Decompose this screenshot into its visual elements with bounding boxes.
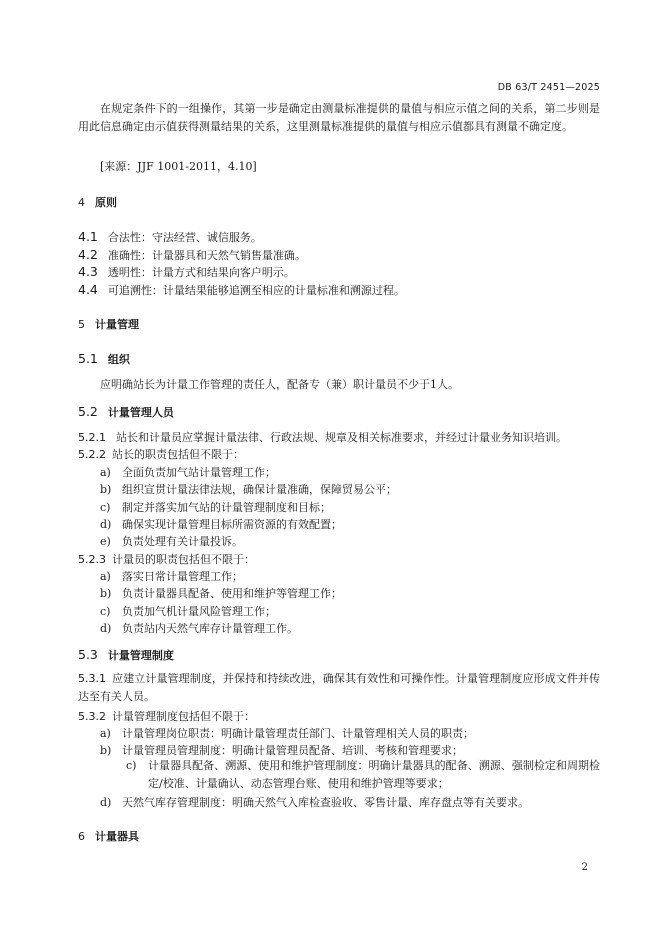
definition-source: [来源：JJF 1001-2011，4.10] [100,160,257,173]
subsection-5-1-text: 应明确站长为计量工作管理的责任人，配备专（兼）职计量员不少于1人。 [100,378,459,391]
clause-number: 5.2.3 [78,553,106,566]
list-text: 全面负责加气站计量管理工作； [122,466,276,479]
list-item [100,587,600,601]
list-text: 确保实现计量管理目标所需资源的有效配置； [122,518,342,531]
clause-text: 合法性：守法经营、诚信服务。 [107,231,262,244]
clause-text: 站长和计量员应掌握计量法律、行政法规、规章及相关标准要求，并经过计量业务知识培训。 [116,431,567,444]
clause-number: 5.2.2 [78,448,106,461]
clause-text: 透明性：计量方式和结果向客户明示。 [107,266,295,279]
section-4-heading [78,196,600,210]
section-6-heading [78,830,600,844]
section-number: 6 [78,830,85,843]
clause-text: 可追溯性：计量结果能够追溯至相应的计量标准和溯源过程。 [107,284,405,297]
list-letter: b) [100,744,112,757]
list-item [100,757,600,793]
list-text: 负责站内天然气库存计量管理工作。 [122,622,298,635]
list-text: 落实日常计量管理工作； [122,570,243,583]
list-item [100,605,600,619]
list-text: 计量管理岗位职责：明确计量管理责任部门、计量管理相关人员的职责； [122,727,474,740]
section-number: 4 [78,196,85,209]
list-letter: c) [126,759,137,772]
clause-4-4 [78,283,600,298]
list-letter: d) [100,622,112,635]
list-letter: d) [100,518,112,531]
clause-5-2-2 [78,448,600,462]
clause-number: 4.3 [78,264,98,279]
subsection-5-2-heading [78,405,600,420]
clause-text: 应建立计量管理制度，并保持和持续改进，确保其有效性和可操作性。计量管理制度应形成文件并传达至有关人员。 [78,672,600,703]
document-code: DB 63/T 2451—2025 [497,82,600,93]
list-item [100,501,600,515]
list-text: 天然气库存管理制度：明确天然气入库检查验收、零售计量、库存盘点等有关要求 [122,796,518,809]
list-text: 组织宣贯计量法律法规，确保计量准确，保障贸易公平； [122,483,397,496]
list-letter: a) [100,727,111,740]
clause-5-2-1 [78,431,600,445]
list-item [100,622,600,636]
clause-4-3 [78,265,600,280]
subsection-number: 5.3 [78,647,98,662]
list-letter: b) [100,483,112,496]
definition-paragraph: 在规定条件下的一组操作，其第一步是确定由测量标准提供的量值与相应示值之间的关系，第二步则是用此信息确定由示值获得测量结果的关系，这里测量标准提供的量值与相应示值都具有测量不确定度。 [78,102,600,133]
list-item [100,466,600,480]
list-letter: c) [100,501,111,514]
list-letter: b) [100,587,112,600]
clause-number: 4.2 [78,247,98,262]
list-item [100,483,600,497]
clause-number: 4.1 [78,229,98,244]
subsection-number: 5.2 [78,404,98,419]
clause-text: 计量员的职责包括但不限于： [112,553,255,566]
list-item [100,796,600,810]
clause-4-2 [78,248,600,263]
list-text: 制定并落实加气站的计量管理制度和目标； [122,501,331,514]
list-text: 负责处理有关计量投诉。 [122,535,243,548]
list-text: 计量管理员管理制度：明确计量管理员配备、培训、考核和管理要求； [122,744,463,757]
list-text: 负责计量器具配备、使用和维护等管理工作； [122,587,342,600]
list-letter: e) [100,535,111,548]
section-number: 5 [78,318,85,331]
list-end-mark: 。 [518,796,529,809]
clause-number: 5.2.1 [78,431,106,444]
list-letter: d) [100,796,112,809]
clause-text: 准确性：计量器具和天然气销售量准确。 [107,249,306,262]
section-5-heading [78,318,600,332]
subsection-5-1-heading [78,352,600,367]
page-number: 2 [581,862,588,873]
list-item [100,518,600,532]
section-title: 原则 [95,196,117,209]
subsection-number: 5.1 [78,351,98,366]
clause-4-1 [78,230,600,245]
list-item [100,570,600,584]
list-item [100,744,600,758]
subsection-title: 计量管理制度 [107,649,174,662]
list-letter: c) [100,605,111,618]
clause-5-2-3 [78,553,600,567]
clause-number: 5.3.1 [78,672,106,685]
subsection-title: 组织 [107,353,130,366]
list-text: 负责加气机计量风险管理工作； [122,605,276,618]
clause-5-3-2 [78,710,600,724]
clause-5-3-1 [78,670,600,706]
list-letter: a) [100,466,111,479]
section-title: 计量管理 [95,318,139,331]
list-item [100,727,600,741]
clause-number: 4.4 [78,282,98,297]
subsection-5-3-heading [78,648,600,663]
list-letter: a) [100,570,111,583]
clause-text: 计量管理制度包括但不限于： [112,710,255,723]
subsection-title: 计量管理人员 [107,406,174,419]
clause-text: 站长的职责包括但不限于： [112,448,244,461]
clause-number: 5.3.2 [78,710,106,723]
list-text: 计量器具配备、溯源、使用和维护管理制度：明确计量器具的配备、溯源、强制检定和周期检定/校准、计量确认、动态管理台账、使用和维护管理等要求； [148,759,600,790]
section-title: 计量器具 [95,830,139,843]
list-item [100,535,600,549]
